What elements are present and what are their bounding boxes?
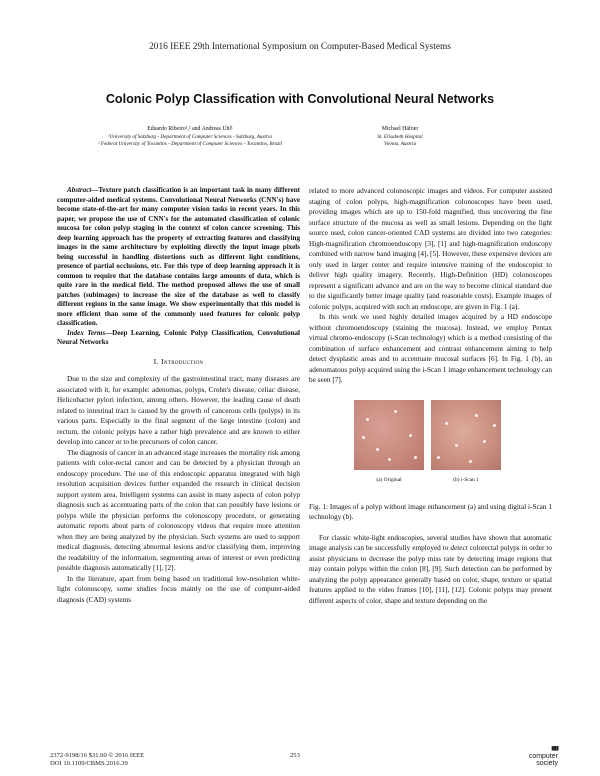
authors-block-left <box>40 126 340 149</box>
authors-block-right <box>300 126 500 149</box>
right-column <box>309 186 552 606</box>
logo-line-2: society <box>536 760 558 767</box>
polyp-image-iscan <box>431 400 501 470</box>
figure-caption: Fig. 1: Images of a polyp without image enhancement (a) and using digital i-Scan 1 technology (b). <box>309 502 552 521</box>
index-terms-lead: Index Terms <box>67 328 106 337</box>
polyp-image-original <box>354 400 424 470</box>
subcaption-b: (b) i-Scan 1 <box>453 476 479 483</box>
figure-1 <box>309 396 552 502</box>
left-column <box>57 186 300 605</box>
right-paragraph-3: For classic white-light endoscopies, several studies have shown that automatic image analysis can be successfully employed to detect colorectal polyps in order to assist physicians to decrease the polyp miss rate by detecting image regions that may contain polyps within the colon [8], [9]. Such detection can be performed by analyzing the polyp appearance generally based on color, shape, texture or spatial features applied to the video frames [10], [11], [12]. Colonic polyps may present different aspects of color, shape and texture depending on the <box>309 533 553 605</box>
footer-doi: DOI 10.1109/CBMS.2016.39 <box>50 760 128 768</box>
computer-society-logo <box>506 746 558 770</box>
page-number: 253 <box>290 752 300 759</box>
logo-mark-icon: ▮▮▮ <box>551 746 558 752</box>
footer-issn: 2372-9198/16 $31.00 © 2016 IEEE <box>50 752 145 759</box>
intro-paragraph-2: The diagnosis of cancer in an advanced stage increases the mortality risk among patients with color-rectal cancer and can be detected by a physician through an endoscopy procedure. The use of this endoscopic apparatus integrated with high resolution acquisition devices further expanded the research in clinical decision support system area. Intelligent systems can assist in many aspects of colon polyp diagnosis such as accentuating parts of the colon that can possibly have lesions or polyps while the physician performs the colonoscopy procedure, or generating automatic reports about parts of colonoscopy videos that require more attention when they are being analyzed by the physician. Such systems are used to support medical diagnosis, detecting abnormal lesions and/or classifying them, improving the readability of the information, segmenting areas of interest or even predicting possible diagnosis automatically [1], [2]. <box>57 448 300 572</box>
emphasis-detect: detect <box>450 544 468 552</box>
right-paragraph-2: In this work we used highly detailed images acquired by a HD endoscope without chromoendoscopy (staining the mucosa). Instead, we employ Pentax virtual chromo-endoscopy (i-Scan technology) which is a method consisting of the combination of surface enhancement and contrast enhancement aiming to help detect dysplastic areas and to accentuate mucosal surfaces [6]. In Fig. 1 (b), an adenomatous polyp acquired using the i-Scan 1 image enhancement technology can be seen [7]. <box>309 313 552 384</box>
paper-title: Colonic Polyp Classification with Convolutional Neural Networks <box>105 92 495 106</box>
author-names-left: Eduardo Ribeiro¹,² and Andreas Uhl¹ <box>147 126 233 132</box>
intro-paragraph-1: Due to the size and complexity of the gastrointestinal tract, many diseases are associated with it, for example: adenomas, polyps, Crohn's disease, celiac disease, Helicobacter pylori infection, among others. However, the leading cause of death related to intestinal tract is caused by the growth of cancerous cells (polyps) in its various parts. Especially in the final segment of the large intestine (colon) and rectum, the colonic polyps have a rather high prevalence and are known to either develop into cancer or to be precursors of colon cancer. <box>57 375 300 446</box>
author-affiliation-2: ² Federal University of Tocantins - Department of Computer Sciences - Tocantins, Brazil <box>97 141 282 148</box>
author-affiliation-right-2: Vienna, Austria <box>383 141 417 148</box>
conference-header: 2016 IEEE 29th International Symposium on Computer-Based Medical Systems <box>149 42 451 52</box>
footer-info <box>50 752 144 769</box>
index-terms <box>57 329 300 348</box>
right-paragraph-1: related to more advanced colonoscopic images and videos. For computer assisted staging of colon polyps, high-magnification colonoscopes have been used, providing images which are up to 150-fold magnified, thus uncovering the fine surface structure of the mucosa as well as small lesions. Depending on the light source used, colon cancer-oriented CAD systems are divided into two categories: High-magnification chromoendoscopy [3], [1] and high-magnification endoscopy combined with narrow band imaging [4], [5]. However, these expensive devices are only used in larger center and require intensive training of the endoscopist to deliver high quality imagery. Recently, High-Definition (HD) colonoscopes represent a significant advance and are on the way to become clinical standard due to the significantly better image quality (and reasonable costs). Example images of colonic polyps, acquired with such an endoscope, are given in Fig. 1 (a). <box>309 187 552 311</box>
intro-paragraph-3: In the literature, apart from being based on traditional low-resolution white-light colonoscopy, some studies focus mainly on the use of computer-aided diagnosis (CAD) systems <box>57 574 300 604</box>
index-terms-text: —Deep Learning, Colonic Polyp Classification, Convolutional Neural Networks <box>57 328 301 346</box>
author-names-right: Michael Häfner <box>381 126 419 132</box>
logo-line-1: computer <box>528 753 558 760</box>
subcaption-a: (a) Original <box>376 476 402 483</box>
abstract-lead: Abstract <box>67 186 92 194</box>
section-heading-introduction: I. Introduction <box>153 356 204 366</box>
author-affiliation-1: ¹University of Salzburg - Department of Computer Sciences - Salzburg, Austria <box>107 133 273 140</box>
author-affiliation-right-1: St. Elisabeth Hospital <box>377 133 423 140</box>
abstract <box>57 186 300 329</box>
abstract-text: —Texture patch classification is an important task in many different computer-aided medical systems. Convolutional Neural Networks (CNN's) have become state-of-the-art for many computer vision tasks in recent years. In this paper, we propose the use of CNN's for the automated classification of colonic mucosa for colon polyp staging in the context of colon cancer screening. This deep learning approach has the property of extracting features and classifying images in the same architecture by exploiting directly the input image pixels being successful in handling distortions such as different light conditions, presence of partial occlusions, etc. For this type of deep learning approach it is common to require that the database contains large amounts of data, which is quite rare in the medical field. The method proposed allows the use of small patches (subimages) to increase the size of the database as well to classify different regions in the same image. We show experimentally that this model is more efficient than some of the commonly used features for colonic polyp classification. <box>57 186 300 327</box>
